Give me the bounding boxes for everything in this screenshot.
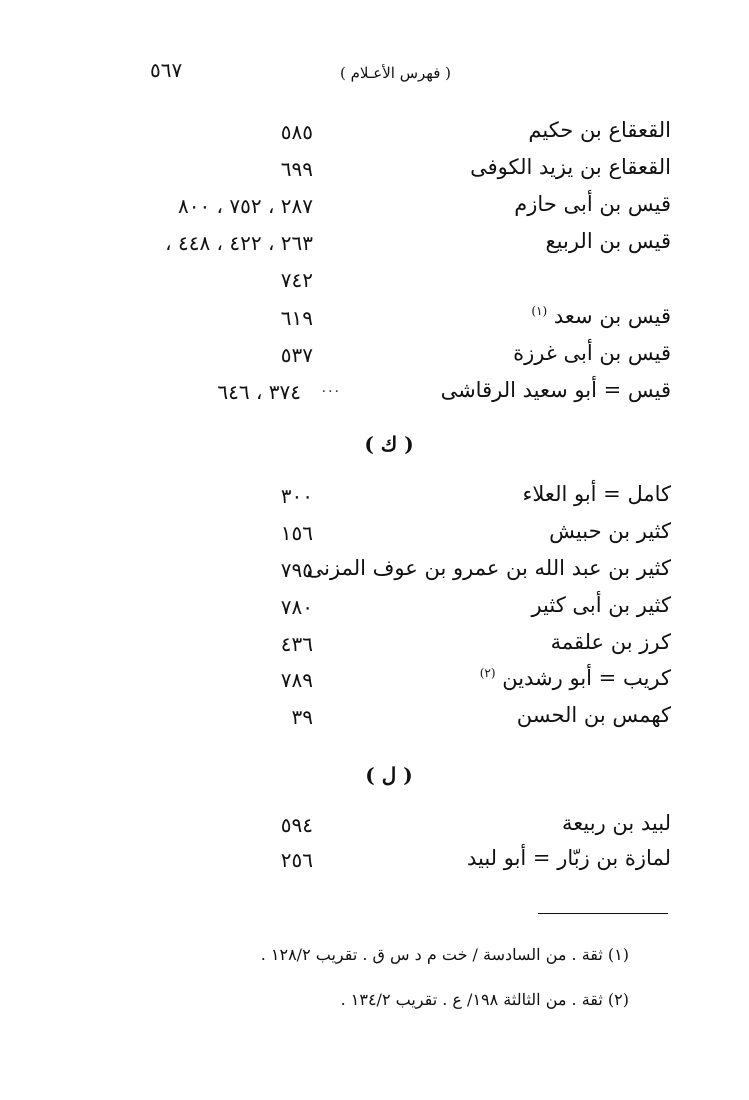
index-entry — [71, 846, 671, 882]
entry-name: كرز بن علقمة — [550, 630, 671, 654]
entry-pages: ٢٥٦ — [280, 848, 313, 872]
footnote-marker: (٢) — [479, 666, 496, 680]
running-head: ( فهرس الأعـلام ) — [340, 64, 451, 82]
entry-pages: ٤٣٦ — [280, 632, 313, 656]
index-entry — [71, 229, 671, 265]
entry-pages: ٧٤٢ — [280, 268, 313, 292]
entry-pages: ٢٦٣ ، ٤٢٢ ، ٤٤٨ ، — [165, 231, 313, 255]
section-heading-lam: ( ل ) — [365, 763, 413, 787]
entry-name: قيس بن سعد $^{(١)}$ — [531, 304, 671, 328]
footnote-marker: (١) — [531, 304, 548, 318]
entry-pages: ٥٩٤ — [280, 813, 313, 837]
entry-pages: ٥٨٥ — [280, 120, 313, 144]
entry-pages: ٦١٩ — [280, 306, 313, 330]
entry-name: قيس بن الربيع — [545, 229, 671, 253]
index-entry — [71, 703, 671, 739]
entry-name: قيس بن أبى حازم — [514, 192, 671, 216]
entry-name: كثير بن أبى كثير — [531, 593, 671, 617]
entry-pages: ٣٩ — [291, 705, 313, 729]
entry-name: كهمس بن الحسن — [516, 703, 671, 727]
index-entry — [71, 304, 671, 340]
index-entry — [71, 118, 671, 154]
entry-name: لمازة بن زبّار = أبو لبيد — [466, 846, 671, 870]
entry-pages: ٦٩٩ — [280, 157, 313, 181]
entry-name: كريب = أبو رشدين $^{(٢)}$ — [479, 666, 671, 690]
footnote-2: (٢) ثقة . من الثالثة ١٩٨/ ع . تقريب ١٣٤/٢ . — [340, 990, 629, 1009]
entry-pages: ٧٨٠ — [280, 595, 313, 619]
index-entry — [71, 519, 671, 555]
entry-pages: ١٥٦ — [280, 521, 313, 545]
entry-name: القعقاع بن حكيم — [528, 118, 671, 142]
index-entry-continuation — [71, 266, 671, 302]
index-entry — [71, 556, 671, 592]
index-entry — [71, 155, 671, 191]
footnote-1: (١) ثقة . من السادسة / خت م د س ق . تقريب ١٢٨/٢ . — [260, 945, 629, 964]
index-entry — [71, 482, 671, 518]
entry-pages: ٢٨٧ ، ٧٥٢ ، ٨٠٠ — [177, 194, 313, 218]
page-number: ٥٦٧ — [150, 58, 183, 82]
entry-pages: ٣٠٠ — [280, 484, 313, 508]
leader-dots: ··· — [321, 384, 341, 400]
entry-pages: ٥٣٧ — [280, 343, 313, 367]
entry-name: قيس = أبو سعيد الرقاشى — [440, 378, 671, 402]
index-entry — [71, 378, 671, 414]
footnote-separator — [538, 913, 668, 914]
index-entry — [71, 192, 671, 228]
entry-name: لبيد بن ربيعة — [562, 811, 671, 835]
entry-name: كامل = أبو العلاء — [522, 482, 671, 506]
index-entry — [71, 630, 671, 666]
entry-pages: ٣٧٤ ، ٦٤٦ — [217, 380, 301, 404]
index-entry — [71, 341, 671, 377]
entry-name: القعقاع بن يزيد الكوفى — [470, 155, 671, 179]
index-entry — [71, 593, 671, 629]
section-heading-kaf: ( ك ) — [364, 432, 414, 456]
index-entry — [71, 666, 671, 702]
index-entry — [71, 811, 671, 847]
entry-pages: ٧٩٥ — [280, 558, 313, 582]
entry-name: كثير بن حبيش — [549, 519, 671, 543]
entry-name: كثير بن عبد الله بن عمرو بن عوف المزنى — [306, 556, 671, 580]
entry-pages: ٧٨٩ — [280, 668, 313, 692]
entry-name: قيس بن أبى غرزة — [513, 341, 671, 365]
